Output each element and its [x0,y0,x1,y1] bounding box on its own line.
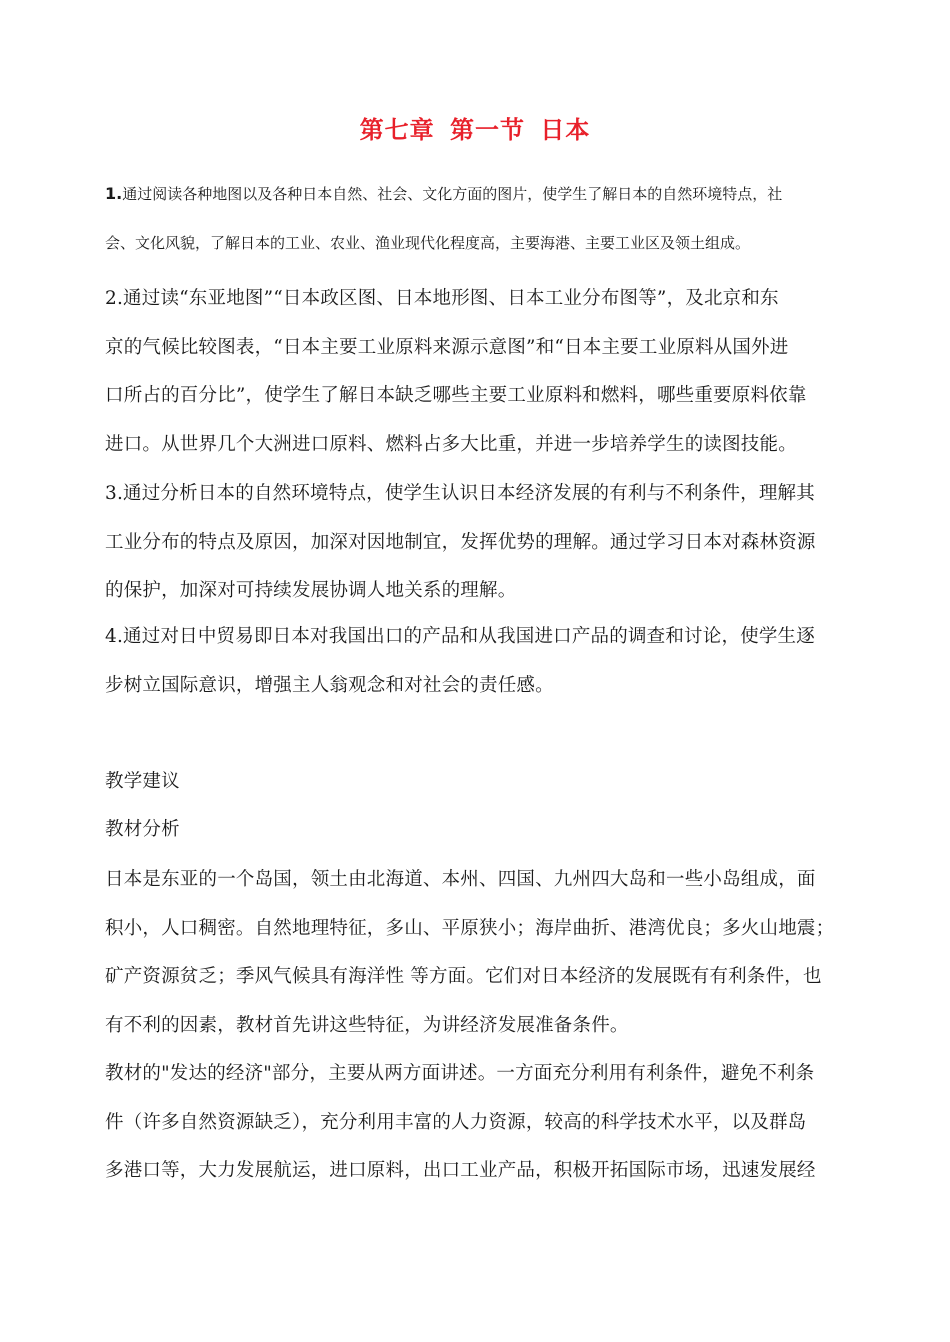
objective-2 [105,275,845,469]
objective-3-line: 的保护，加深对可持续发展协调人地关系的理解。 [105,580,517,601]
objective-3-line: 工业分布的特点及原因，加深对因地制宜，发挥优势的理解。通过学习日本对森林资源 [105,531,816,553]
objective-4-line: 步树立国际意识，增强主人翁观念和对社会的责任感。 [105,674,554,696]
analysis-1-line: 积小，人口稠密。自然地理特征，多山、平原狭小；海岸曲折、港湾优良；多火山地震； [105,917,835,939]
objective-2-line: 口所占的百分比”，使学生了解日本缺乏哪些主要工业原料和燃料，哪些重要原料依靠 [105,385,807,406]
analysis-1-line: 日本是东亚的一个岛国，领土由北海道、本州、四国、九州四大岛和一些小岛组成，面 [105,869,816,890]
objective-1-line-1: 1.通过阅读各种地图以及各种日本自然、社会、文化方面的图片，使学生了解日本的自然环境特点，社 [105,184,783,203]
objective-2-line: 2.通过读“东亚地图”“日本政区图、日本地形图、日本工业分布图等”，及北京和东 [105,288,779,309]
analysis-2-line: 多港口等，大力发展航运，进口原料，出口工业产品，积极开拓国际市场，迅速发展经 [105,1160,816,1181]
objective-3 [105,470,845,616]
analysis-1-line: 矿产资源贫乏；季风气候具有海洋性 等方面。它们对日本经济的发展既有有利条件，也 [105,966,822,987]
objective-4-line: 4.通过对日中贸易即日本对我国出口的产品和从我国进口产品的调查和讨论，使学生逐 [105,626,815,647]
objective-1 [105,169,845,268]
objective-1-number: 1. [105,184,123,203]
analysis-paragraph-1 [105,856,845,1050]
section-heading-material-analysis: 教材分析 [105,819,180,840]
section-heading-teaching-suggestions: 教学建议 [105,771,180,792]
analysis-1-line: 有不利的因素，教材首先讲这些特征，为讲经济发展准备条件。 [105,1014,629,1036]
analysis-2-line: 教材的"发达的经济"部分，主要从两方面讲述。一方面充分利用有利条件，避免不利条 [105,1063,815,1084]
objective-2-line: 进口。从世界几个大洲进口原料、燃料占多大比重，并进一步培养学生的读图技能。 [105,433,797,455]
page-title: 第七章 第一节 日本 [359,116,591,144]
objective-4 [105,613,845,710]
objective-1-line-2: 会、文化风貌，了解日本的工业、农业、渔业现代化程度高，主要海港、主要工业区及领土组成。 [105,234,751,252]
objective-2-line: 京的气候比较图表，“日本主要工业原料来源示意图”和“日本主要工业原料从国外进 [105,336,789,358]
analysis-2-line: 件（许多自然资源缺乏），充分利用丰富的人力资源，较高的科学技术水平，以及群岛 [105,1111,807,1133]
analysis-paragraph-2 [105,1050,845,1196]
objective-3-line: 3.通过分析日本的自然环境特点，使学生认识日本经济发展的有利与不利条件，理解其 [105,483,815,504]
